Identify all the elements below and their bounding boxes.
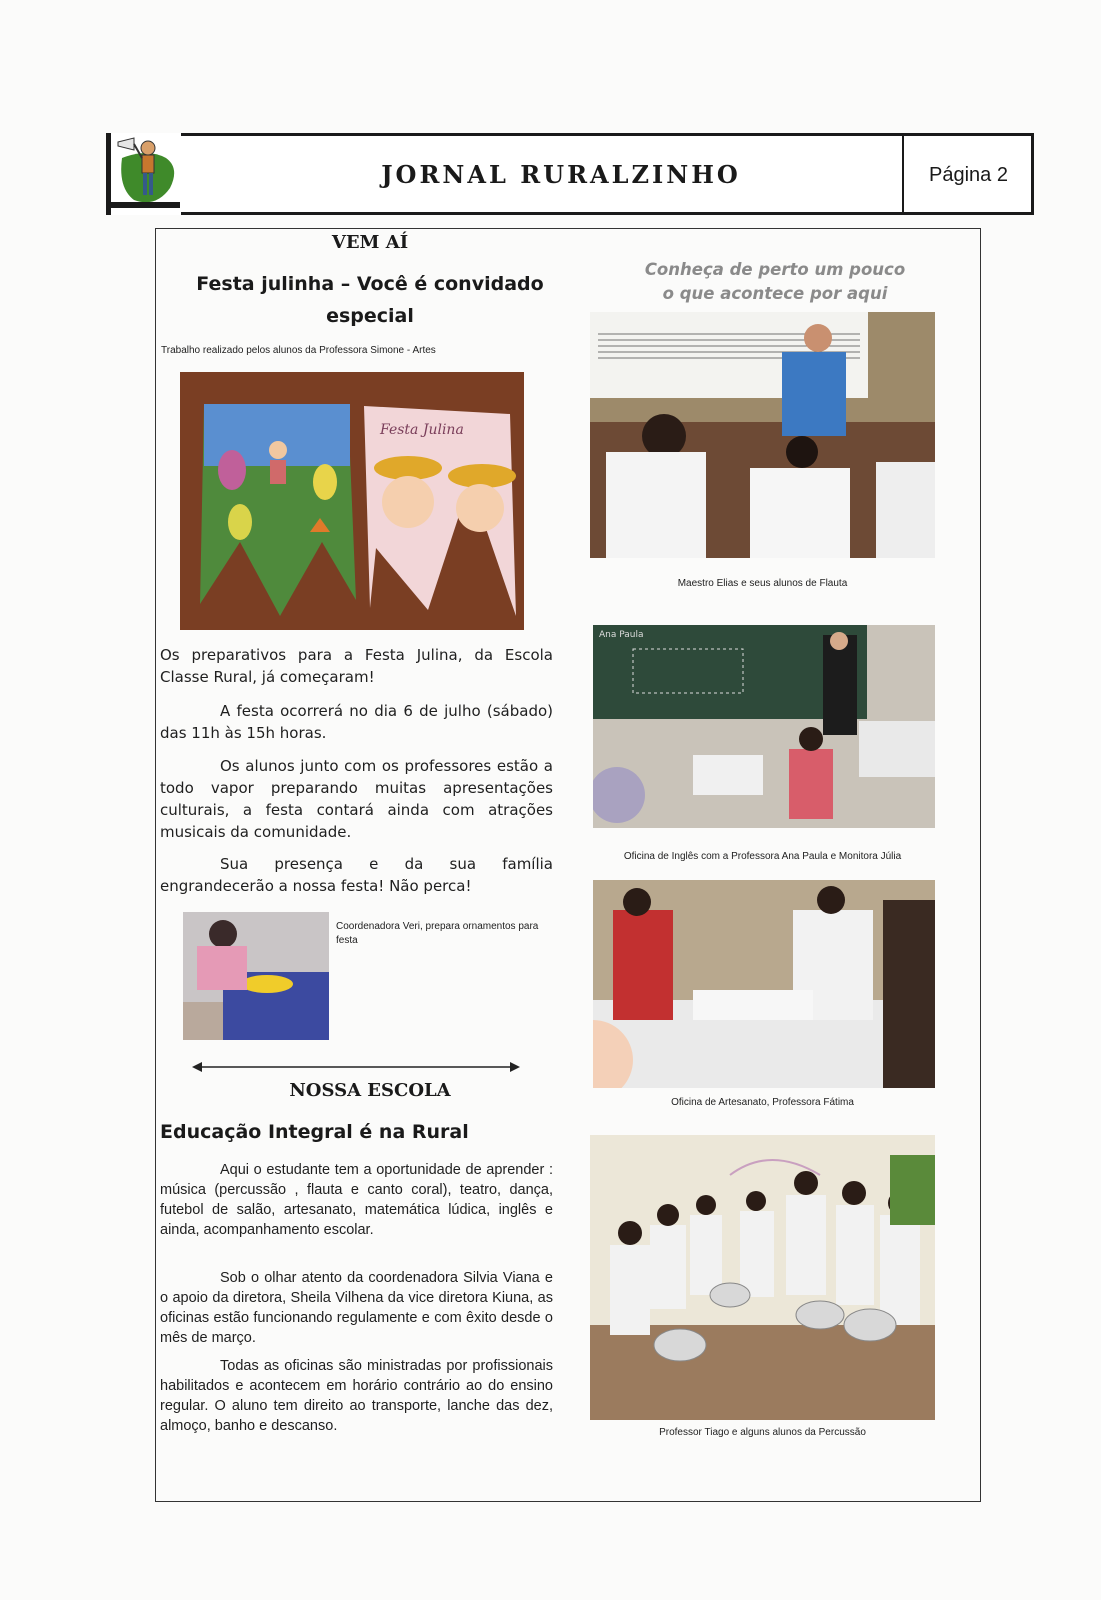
right-heading-line-1: Conheça de perto um pouco <box>644 260 906 279</box>
section2-paragraph-2: Sob o olhar atento da coordenadora Silvia Viana e o apoio da diretora, Sheila Vilhena da vice diretora Kiuna, as oficinas estão funcionando regulamente e com êxito desde o mês de março. <box>160 1270 553 1346</box>
section2-paragraph-3: Todas as oficinas são ministradas por profissionais habilitados e acontecem em horário contrário ao do ensino regular. O aluno tem direito ao transporte, lanche das dez, almoço, banho e descanso. <box>160 1358 553 1434</box>
caption-ingles: Oficina de Inglês com a Professora Ana Paula e Monitora Júlia <box>623 851 902 862</box>
right-heading-line-2: o que acontece por aqui <box>662 284 888 303</box>
header-divider <box>902 136 904 212</box>
coordenadora-caption: Coordenadora Veri, prepara ornamentos para festa <box>336 921 539 946</box>
festa-banner-photo <box>180 372 524 630</box>
percussao-photo <box>590 1135 935 1420</box>
artesanato-photo <box>593 880 935 1088</box>
newspaper-logo-icon <box>108 128 180 210</box>
paragraph-3: Os alunos junto com os professores estão a todo vapor preparando muitas apresentações culturais, a festa contará ainda com atrações musicais da comunidade. <box>160 757 553 841</box>
section2-headline: Educação Integral é na Rural <box>160 1121 469 1143</box>
coordenadora-photo <box>183 912 329 1040</box>
section2-paragraph-1: Aqui o estudante tem a oportunidade de aprender : música (percussão , flauta e canto coral), teatro, dança, futebol de salão, artesanato, matemática lúdica, inglês e ainda, acompanhamento escolar. <box>160 1162 553 1238</box>
art-credit: Trabalho realizado pelos alunos da Professora Simone - Artes <box>161 345 436 356</box>
board-text: Ana Paula <box>599 630 644 640</box>
article-headline: Festa julinha – Você é convidado <box>196 273 544 295</box>
paragraph-2: A festa ocorrerá no dia 6 de julho (sábado) das 11h às 15h horas. <box>160 702 553 742</box>
separator-arrow-icon <box>192 1062 520 1072</box>
caption-artesanato: Oficina de Artesanato, Professora Fátima <box>671 1097 854 1108</box>
article-headline-cont: especial <box>326 305 414 327</box>
caption-percussao: Professor Tiago e alguns alunos da Percussão <box>659 1427 866 1438</box>
caption-flauta: Maestro Elias e seus alunos de Flauta <box>677 578 848 589</box>
paragraph-1: Os preparativos para a Festa Julina, da Escola Classe Rural, já começaram! <box>160 646 553 686</box>
right-column-heading <box>610 258 940 306</box>
ingles-photo <box>593 625 935 828</box>
masthead <box>106 133 1034 215</box>
section-tag-vem-ai: VEM AÍ <box>331 232 409 253</box>
section-tag-nossa-escola: NOSSA ESCOLA <box>289 1080 451 1101</box>
page-number: Página 2 <box>929 164 1008 186</box>
newspaper-title: JORNAL RURALZINHO <box>381 160 741 189</box>
banner-text: Festa Julina <box>380 422 464 438</box>
flauta-photo <box>590 312 935 558</box>
paragraph-4: Sua presença e da sua família engrandecerão a nossa festa! Não perca! <box>160 855 553 895</box>
